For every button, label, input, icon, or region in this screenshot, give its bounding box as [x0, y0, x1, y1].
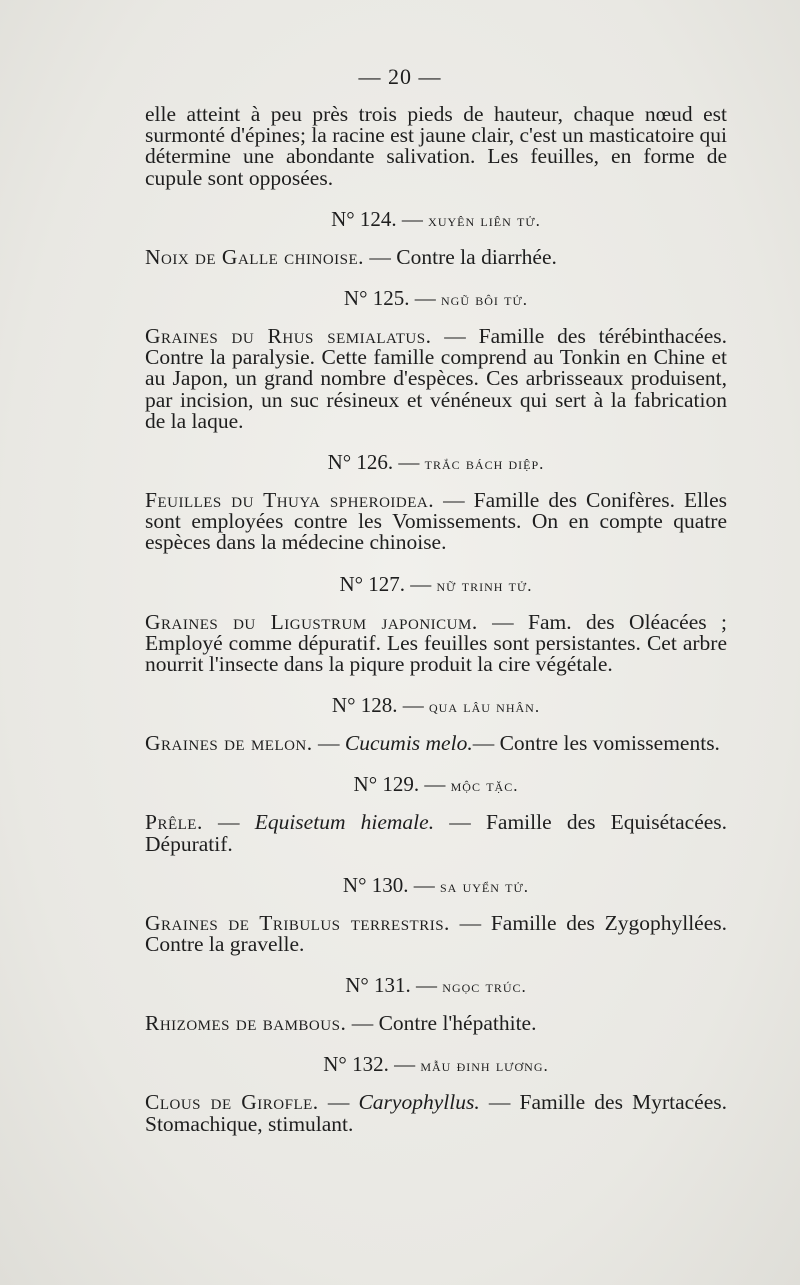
entry-heading: [145, 773, 727, 797]
entry-number: N° 125.: [343, 286, 410, 311]
entry-lead: Graines de melon.: [145, 731, 313, 756]
entry-number: N° 128.: [331, 693, 398, 718]
entry-number: N° 131.: [345, 973, 411, 998]
entry-separator: —: [488, 1090, 511, 1115]
entry-124: [145, 208, 727, 268]
entry-dash: —: [401, 206, 423, 231]
entry-description: [145, 1013, 727, 1034]
text-block: [145, 104, 727, 1135]
entry-description: [145, 244, 727, 269]
entry-128: [145, 694, 727, 754]
entry-separator: —: [318, 731, 340, 756]
entry-separator: —: [351, 1011, 374, 1036]
entry-vietnamese-name: nữ trinh tử.: [436, 575, 533, 595]
entry-description: [145, 490, 727, 554]
entry-description: [145, 326, 727, 432]
entry-lead: Rhizomes de bambous.: [145, 1011, 347, 1036]
entry-body: Famille des térébinthacées. Contre la paralysie. Cette famille comprend au Tonkin en Chine et au Japon, un grand nombre d'espèces. Ces arbrisseaux produisent, par incision, un suc résineux et vénéneux qui sert à la fabrication de la laque.: [145, 324, 727, 433]
entry-latin-name: Equisetum hiemale.: [254, 810, 435, 835]
entry-lead: Graines du Ligustrum japonicum.: [145, 609, 478, 634]
page-number: — 20 —: [358, 64, 442, 89]
entry-heading: [145, 451, 727, 475]
entry-separator: —: [443, 488, 465, 513]
entry-131: [145, 974, 727, 1034]
entry-heading: [145, 974, 727, 998]
entry-number: N° 126.: [327, 450, 394, 475]
entry-dash: —: [402, 693, 424, 718]
entry-dash: —: [413, 872, 435, 897]
entry-lead: Clous de Girofle.: [145, 1090, 319, 1115]
entry-body: Contre la diarrhée.: [396, 244, 557, 269]
entry-vietnamese-name: trắc bách diệp.: [424, 454, 545, 474]
entry-body: Fam. des Oléacées ; Employé comme dépuratif. Les feuilles sont persistantes. Cet arbre nourrit l'insecte dans la piqure produit la cire végétale.: [145, 609, 727, 677]
intro-paragraph: elle atteint à peu près trois pieds de hauteur, chaque nœud est surmonté d'épines; la racine est jaune clair, c'est un masticatoire qui détermine une abondante salivation. Les feuilles, en forme de cupule sont opposées.: [145, 102, 727, 190]
entry-vietnamese-name: xuyên liên tử.: [428, 210, 541, 230]
entry-separator: —: [444, 324, 466, 349]
entry-number: N° 124.: [331, 206, 397, 231]
entry-dash: —: [416, 973, 438, 998]
entry-129: [145, 773, 727, 854]
entry-vietnamese-name: ngũ bôi tử.: [441, 290, 529, 310]
entry-dash: —: [414, 286, 436, 311]
entry-number: N° 129.: [353, 772, 420, 797]
entry-description: [145, 910, 727, 957]
entry-lead: Noix de Galle chinoise.: [145, 244, 365, 269]
entry-vietnamese-name: ngọc trúc.: [442, 977, 527, 997]
entry-separator: —: [327, 1090, 350, 1115]
entry-separator: —: [492, 609, 514, 634]
entry-dash: —: [394, 1052, 416, 1077]
entry-heading: [145, 208, 727, 232]
entry-separator: —: [449, 810, 471, 835]
entry-separator: —: [218, 810, 240, 835]
entry-heading: [145, 1053, 727, 1077]
entry-dash: —: [398, 450, 420, 475]
entry-body: Famille des Zygophyllées. Contre la gravelle.: [145, 910, 727, 957]
entry-132: [145, 1053, 727, 1134]
entry-126: [145, 451, 727, 554]
entry-125: [145, 287, 727, 432]
entry-heading: [145, 874, 727, 898]
entry-number: N° 132.: [323, 1052, 389, 1077]
entry-lead: Graines de Tribulus terrestris.: [145, 910, 450, 935]
entry-latin-name: Caryophyllus.: [358, 1090, 480, 1115]
entry-number: N° 130.: [342, 872, 409, 897]
entry-body: Famille des Equisétacées. Dépuratif.: [145, 810, 728, 856]
entry-heading: [145, 287, 727, 311]
entry-vietnamese-name: sa uyển tử.: [440, 876, 530, 896]
entry-lead: Feuilles du Thuya spheroidea.: [145, 488, 435, 513]
entry-dash: —: [410, 571, 432, 596]
entry-body: Contre les vomissements.: [499, 731, 720, 756]
entry-lead: Prêle.: [145, 810, 203, 835]
entry-description: [145, 609, 727, 677]
entry-lead: Graines du Rhus semialatus.: [145, 324, 432, 349]
entry-heading: [145, 694, 727, 718]
entry-latin-name: Cucumis melo.: [344, 731, 473, 756]
entry-vietnamese-name: mộc tặc.: [450, 776, 519, 796]
entry-body: Famille des Conifères. Elles sont employées contre les Vomissements. On en compte quatre espèces dans la médecine chinoise.: [145, 488, 727, 555]
entry-body: Contre l'hépathite.: [378, 1011, 537, 1036]
entry-separator: —: [459, 910, 482, 935]
entry-separator: —: [369, 244, 391, 269]
entry-body: Famille des Myrtacées. Stomachique, stimulant.: [145, 1090, 728, 1136]
entry-separator: —: [472, 731, 495, 756]
entry-vietnamese-name: mẫu đinh lương.: [420, 1056, 549, 1076]
entry-number: N° 127.: [339, 571, 406, 596]
entry-130: [145, 874, 727, 955]
entry-description: [145, 812, 727, 854]
entry-description: [145, 1092, 727, 1134]
entry-description: [145, 733, 727, 754]
entry-127: [145, 573, 727, 676]
entry-heading: [145, 573, 727, 597]
entry-dash: —: [424, 772, 446, 797]
entry-vietnamese-name: qua lâu nhân.: [429, 697, 541, 717]
